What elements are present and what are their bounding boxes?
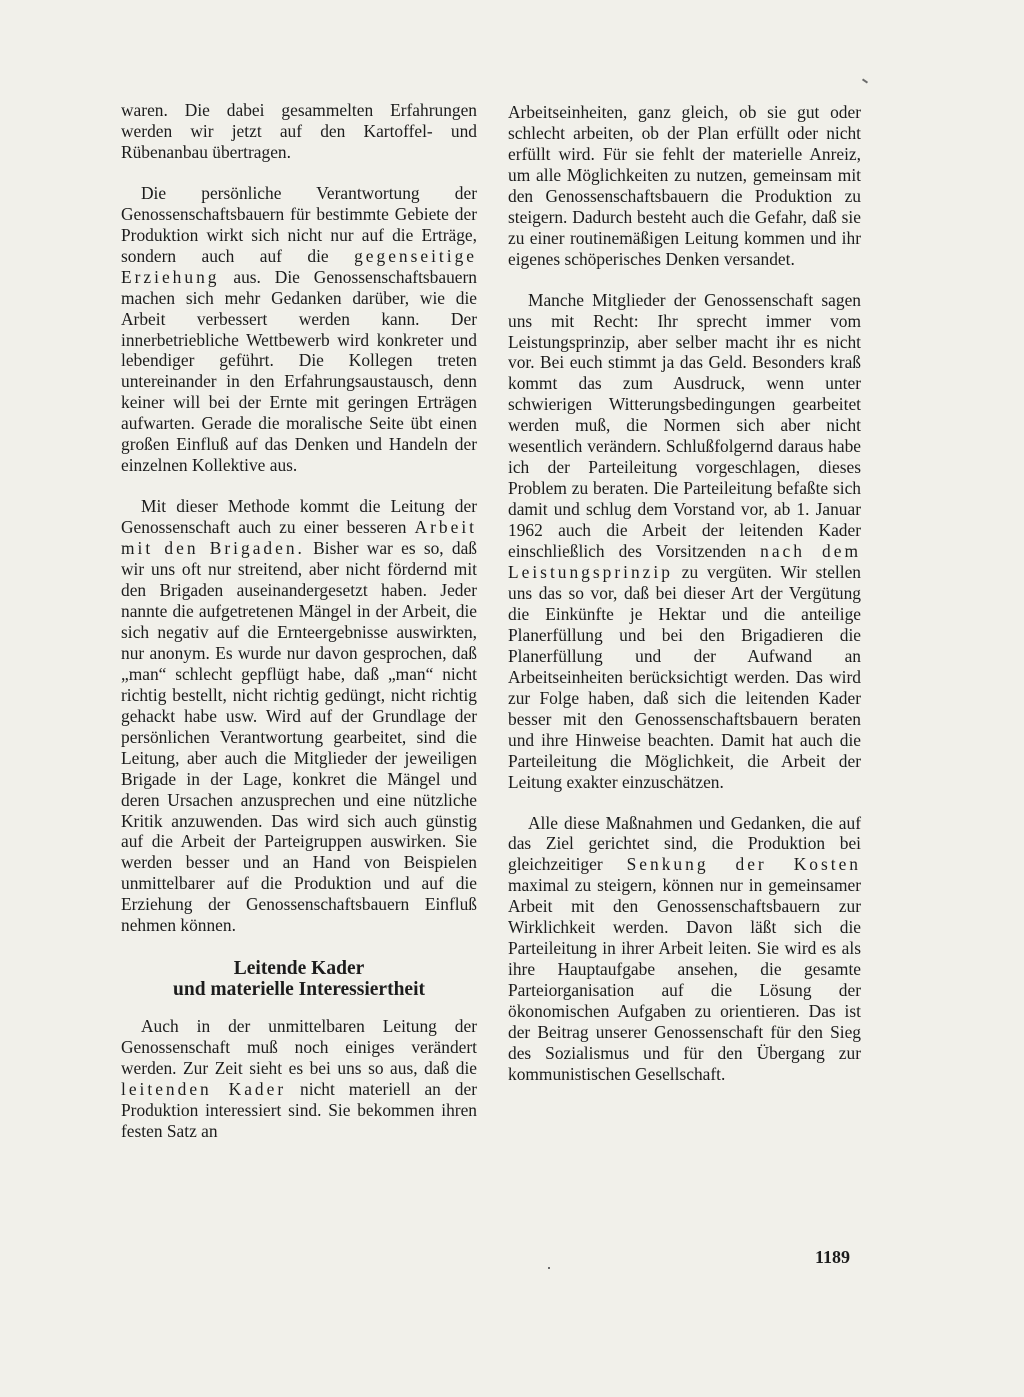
paragraph-text: Arbeitseinheiten, ganz gleich, ob sie gut oder schlecht arbeiten, ob der Plan erfüllt oder nicht erfüllt wird. Für sie fehlt der materielle Anreiz, um alle Möglichkeiten zu nutzen, gemeinsam mit den Genossenschaftsbauern die Produktion zu steigern. Dadurch besteht auch die Gefahr, daß sie zu einer routinemäßigen Leitung kommen und ihr eigenes schöperisches Denken versandet. — [508, 102, 861, 269]
heading-line: und materielle Interessiertheit — [173, 979, 425, 1001]
right-column — [508, 102, 861, 1085]
paragraph — [121, 100, 477, 163]
paragraph-text: Alle diese Maßnahmen und Gedanken, die auf das Ziel gerichtet sind, die Produktion bei gleichzeitiger — [508, 812, 861, 875]
paragraph-text: Mit dieser Methode kommt die Leitung der Genossenschaft auch zu einer besseren — [121, 496, 477, 538]
paragraph-text: maximal zu steigern, können nur in gemeinsamer Arbeit mit den Genossenschaftsbauern zur Wirklichkeit werden. Davon läßt sich die Parteileitung in ihrer Arbeit leiten. Sie wird es als ihre Hauptaufgabe ansehen, die gesamte Parteiorganisation auf die Lösung der ökonomischen Aufgaben zu orientieren. Das ist der Beitrag unserer Genossenschaft für den Sieg des Sozialismus und für den Übergang zur kommunistischen Gesellschaft. — [508, 875, 861, 1084]
paragraph-text: Manche Mitglieder der Genossenschaft sagen uns mit Recht: Ihr sprecht immer vom Leistungsprinzip, aber selber macht ihr es nicht vor. Bei euch stimmt ja das Geld. Besonders kraß kommt das zum Ausdruck, wenn unter schwierigen Witterungsbedingungen gearbeitet werden muß, die Normen sich aber nicht wesentlich verändern. Schlußfolgernd daraus habe ich der Parteileitung vorgeschlagen, dieses Problem zu beraten. Die Parteileitung befaßte sich damit und schlug dem Vorstand vor, ab 1. Januar 1962 auch die Arbeit der leitenden Kader einschließlich des Vorsitzenden — [508, 289, 861, 562]
paragraph — [121, 1016, 477, 1142]
paragraph — [121, 496, 477, 936]
left-column — [121, 100, 477, 1142]
paragraph — [121, 183, 477, 476]
paragraph — [508, 290, 861, 793]
paragraph-text: Auch in der unmittelbaren Leitung der Genossenschaft muß noch einiges verändert werden. Zur Zeit sieht es bei uns so aus, daß die — [121, 1016, 477, 1079]
section-heading — [121, 958, 477, 1000]
emphasized-text: gegenseitige Erziehung — [121, 245, 477, 287]
paragraph — [508, 102, 861, 270]
paragraph-text: zu vergüten. Wir stellen uns das so vor, daß bei dieser Art der Vergütung die Einkünfte je Hektar und die anteilige Planerfüllung und bei den Brigadieren die Planerfüllung und der Aufwand an Arbeitseinheiten berücksichtigt werden. Das wird zur Folge haben, daß sich die leitenden Kader besser mit den Genossenschaftsbauern beraten und ihre Hinweise beachten. Damit hat auch die Parteileitung die Möglichkeit, die Arbeit der Leitung exakter einzuschätzen. — [508, 562, 861, 792]
page-number: 1189 — [815, 1247, 851, 1267]
emphasized-text: Senkung der Kosten — [626, 854, 861, 875]
emphasized-text: nach dem Leistungsprinzip — [508, 541, 861, 583]
paragraph — [508, 813, 861, 1085]
emphasized-text: Arbeit mit den Brigaden. — [121, 517, 477, 559]
scan-speck — [862, 78, 868, 83]
heading-line: Leitende Kader — [233, 958, 365, 980]
paragraph-text: Die persönliche Verantwortung der Genossenschaftsbauern für bestimmte Gebiete der Produktion wirkt sich nicht nur auf die Erträge, sondern auch auf die — [121, 182, 477, 266]
paragraph-text: waren. Die dabei gesammelten Erfahrungen werden wir jetzt auf den Kartoffel- und Rübenanbau übertragen. — [121, 100, 477, 162]
paragraph-text: aus. Die Genossenschaftsbauern machen sich mehr Gedanken darüber, wie die Arbeit verbessert werden kann. Der innerbetriebliche Wettbewerb wird konkreter und lebendiger geführt. Die Kollegen treten untereinander in den Erfahrungsaustausch, denn keiner will bei der Ernte mit geringen Erträgen aufwarten. Gerade die moralische Seite übt einen großen Einfluß auf das Denken und Handeln der einzelnen Kollektive aus. — [121, 266, 477, 476]
emphasized-text: leitenden Kader — [121, 1079, 287, 1100]
paragraph-text: nicht materiell an der Produktion interessiert sind. Sie bekommen ihren festen Satz an — [121, 1079, 477, 1141]
scan-speck — [548, 1267, 550, 1269]
paragraph-text: Bisher war es so, daß wir uns oft nur streitend, aber nicht fördernd mit den Brigaden auseinandergesetzt haben. Jeder nannte die aufgetretenen Mängel in der Arbeit, die sich negativ auf die Ernteergebnisse auswirkten, nur anonym. Es wurde nur davon gesprochen, daß „man“ schlecht gepflügt habe, daß „man“ nicht richtig bestellt, nicht richtig gedüngt, nicht richtig gehackt habe usw. Wird auf der Grundlage der persönlichen Verantwortung gearbeitet, sind die Leitung, aber auch die Mitglieder der jeweiligen Brigade in der Lage, konkret die Mängel und deren Ursachen anzusprechen und eine nützliche Kritik anzuwenden. Das wird sich auch günstig auf die Arbeit der Parteigruppen auswirken. Sie werden besser und an Hand von Beispielen unmittelbarer auf die Produktion und auf die Erziehung der Genossenschaftsbauern Einfluß nehmen können. — [121, 538, 477, 936]
